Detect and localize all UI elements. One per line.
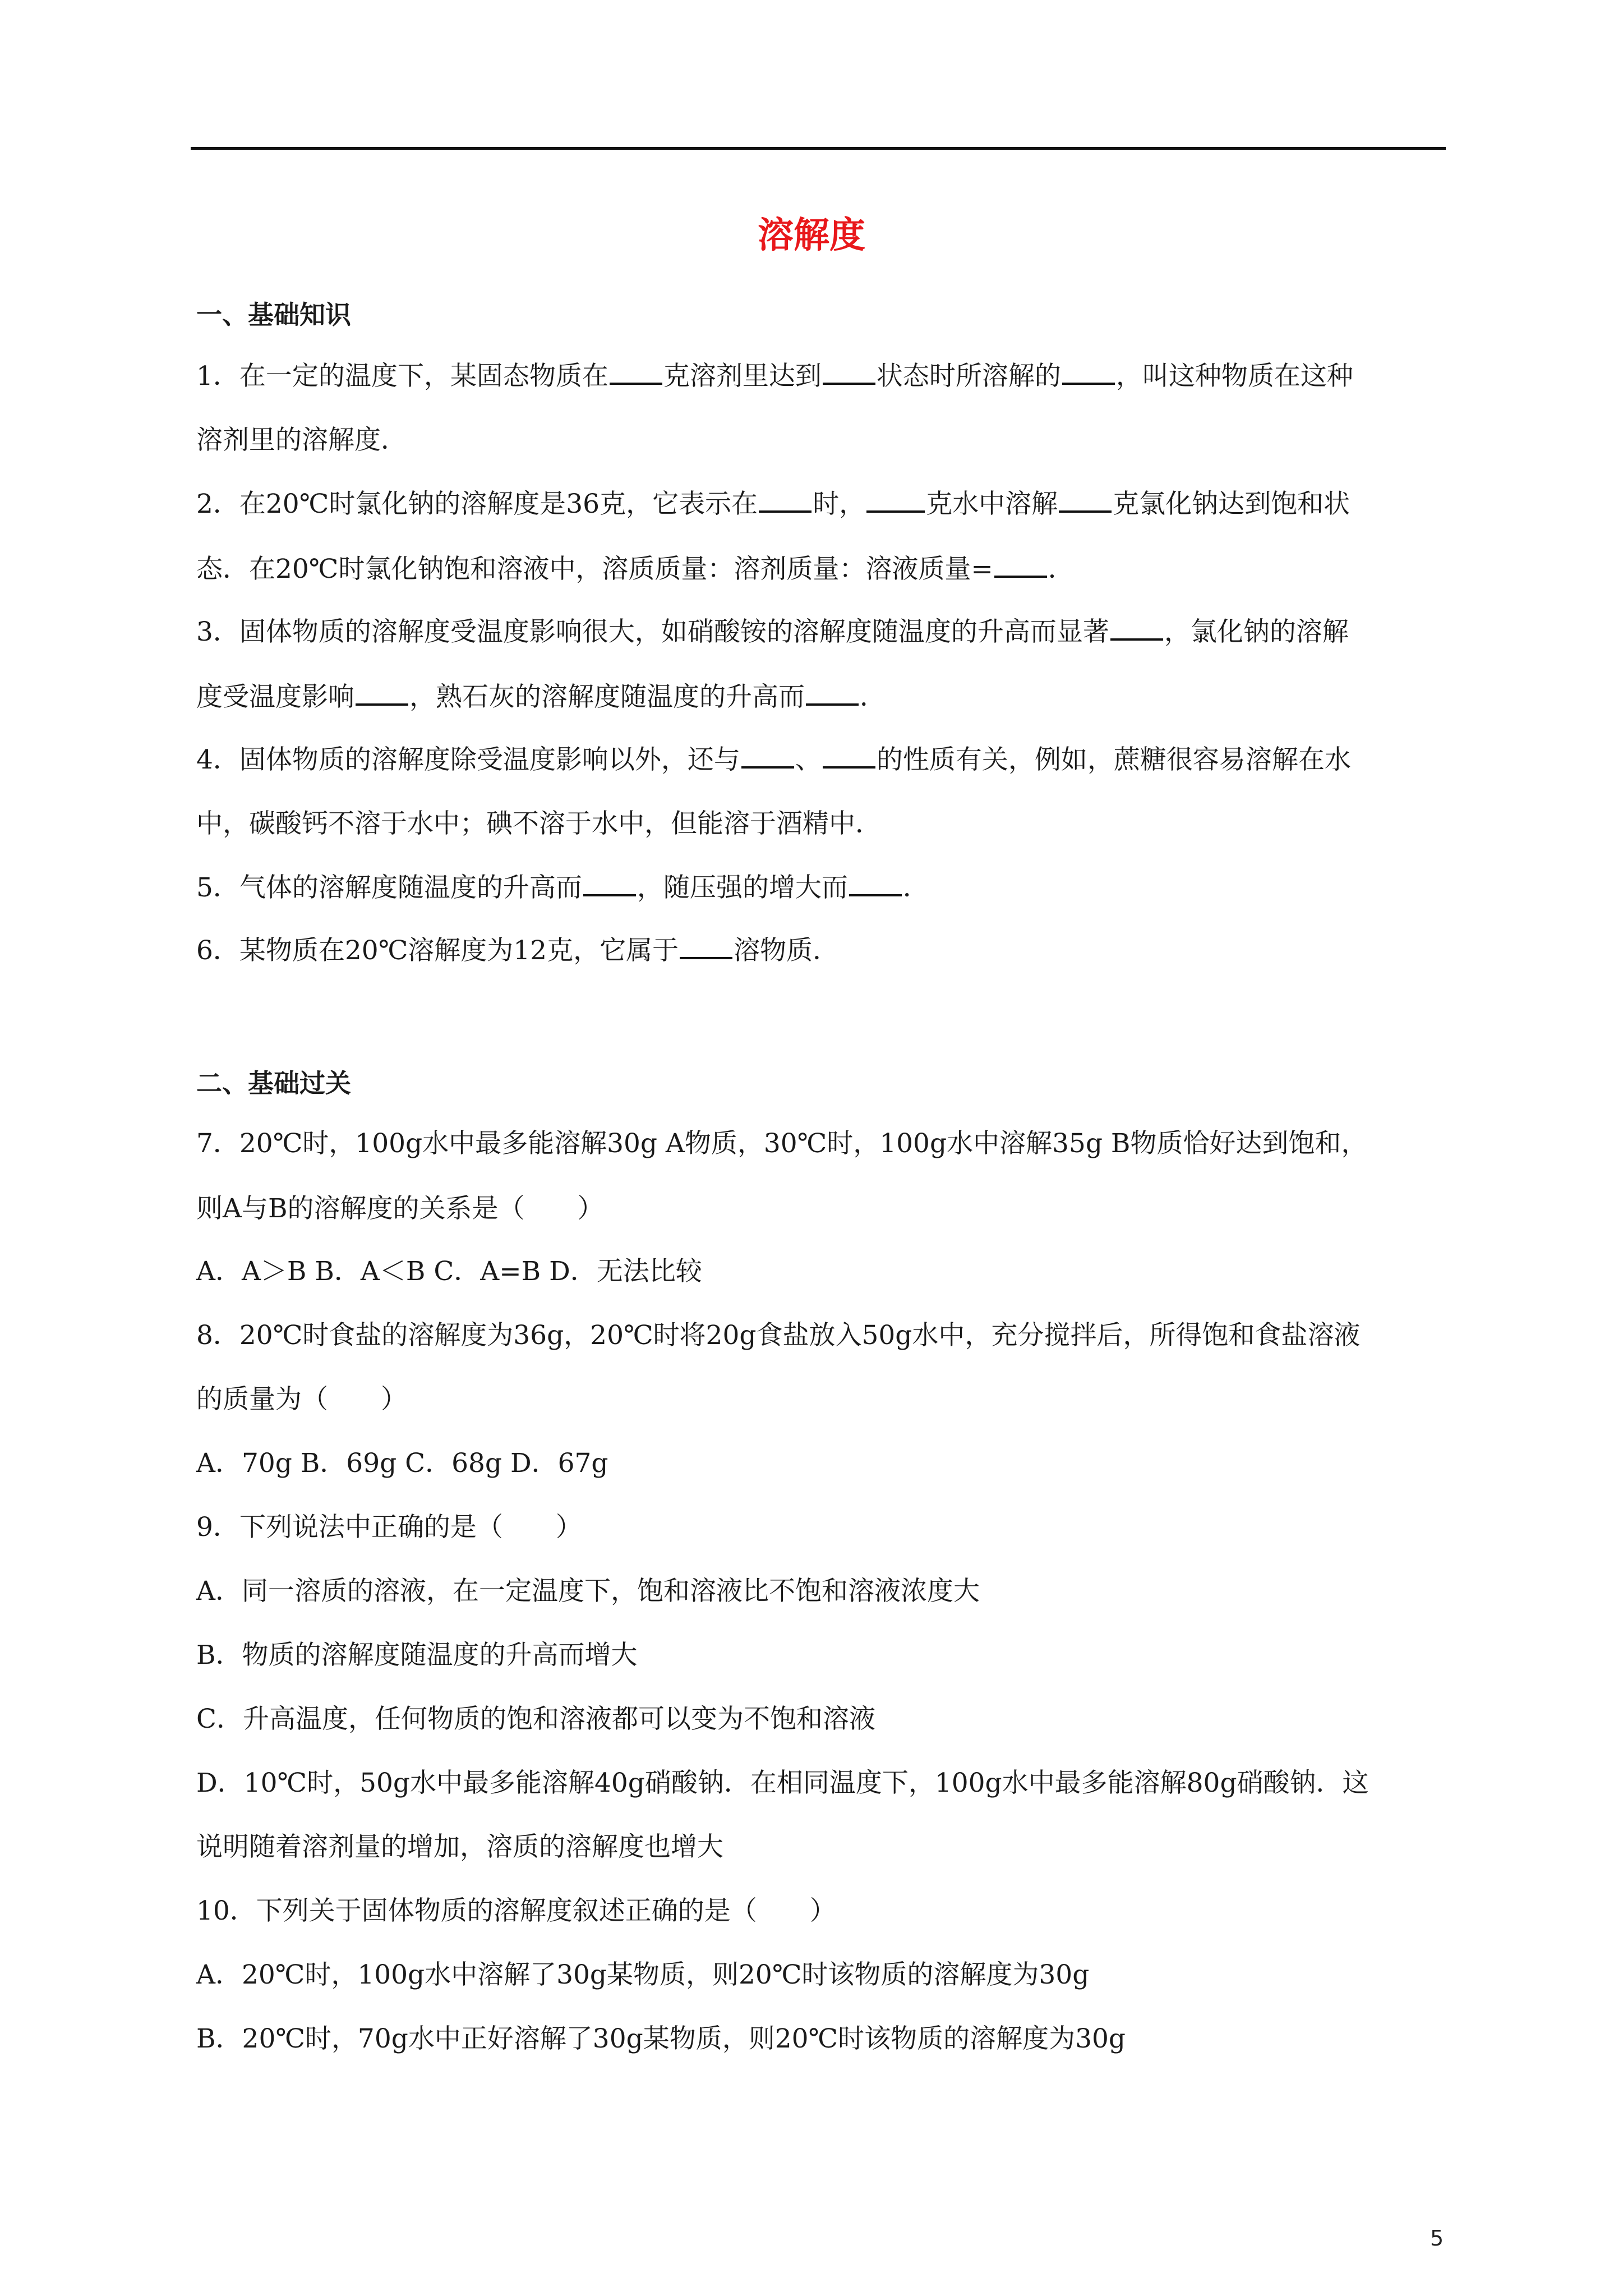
question-2-line-2: 态．在20℃时氯化钠饱和溶液中，溶质质量：溶剂质量：溶液质量= ． xyxy=(196,550,1447,588)
answer-blank[interactable] xyxy=(741,740,794,769)
page-number: 5 xyxy=(1430,2226,1444,2251)
question-10-stem: 10．下列关于固体物质的溶解度叙述正确的是（ ） xyxy=(196,1895,836,1926)
answer-blank[interactable] xyxy=(1110,613,1163,641)
question-9-option-d-line-2: 说明随着溶剂量的增加，溶质的溶解度也增大 xyxy=(196,1832,723,1862)
question-9-option-d-line-1: D．10℃时，50g水中最多能溶解40g硝酸钠．在相同温度下，100g水中最多能溶解80g硝酸钠．这 xyxy=(196,1768,1369,1798)
question-8-line-2: 的质量为（ ） xyxy=(196,1384,407,1415)
question-8-line-1: 8．20℃时食盐的溶解度为36g，20℃时将20g食盐放入50g水中，充分搅拌后，所得饱和食盐溶液 xyxy=(196,1320,1361,1351)
question-9-option-a: A．同一溶质的溶液，在一定温度下，饱和溶液比不饱和溶液浓度大 xyxy=(196,1576,980,1607)
question-9-option-b: B．物质的溶解度随温度的升高而增大 xyxy=(196,1640,638,1671)
section-heading-basic-knowledge: 一、基础知识 xyxy=(196,300,351,330)
answer-blank[interactable] xyxy=(610,357,662,385)
question-10-option-b: B．20℃时，70g水中正好溶解了30g某物质，则20℃时该物质的溶解度为30g xyxy=(196,2023,1126,2054)
answer-blank[interactable] xyxy=(823,740,875,769)
question-1-line-1: 1．在一定的温度下，某固态物质在 克溶剂里达到 状态时所溶解的 ，叫这种物质在这种 xyxy=(196,357,1447,395)
question-7-line-2: 则A与B的溶解度的关系是（ ） xyxy=(196,1193,604,1224)
answer-blank[interactable] xyxy=(849,868,902,896)
question-4-line-1: 4．固体物质的溶解度除受温度影响以外，还与 、 的性质有关，例如，蔗糖很容易溶解在水 xyxy=(196,740,1447,779)
question-8-options: A．70g B．69g C．68g D．67g xyxy=(196,1448,608,1479)
question-3-line-1: 3．固体物质的溶解度受温度影响很大，如硝酸铵的溶解度随温度的升高而显著 ，氯化钠的溶解 xyxy=(196,613,1447,651)
question-5: 5．气体的溶解度随温度的升高而 ，随压强的增大而 ． xyxy=(196,868,1447,907)
header-rule xyxy=(191,147,1446,150)
answer-blank[interactable] xyxy=(1059,485,1112,513)
question-9-stem: 9．下列说法中正确的是（ ） xyxy=(196,1512,582,1543)
question-1-line-2: 溶剂里的溶解度． xyxy=(196,425,407,455)
section-heading-basic-checkpoint: 二、基础过关 xyxy=(196,1068,351,1098)
page-title: 溶解度 xyxy=(758,214,865,256)
question-10-option-a: A．20℃时，100g水中溶解了30g某物质，则20℃时该物质的溶解度为30g xyxy=(196,1959,1090,1990)
answer-blank[interactable] xyxy=(680,931,732,959)
answer-blank[interactable] xyxy=(583,868,636,896)
answer-blank[interactable] xyxy=(806,678,859,706)
question-2-line-1: 2．在20℃时氯化钠的溶解度是36克，它表示在 时， 克水中溶解 克氯化钠达到饱和状 xyxy=(196,485,1447,523)
answer-blank[interactable] xyxy=(823,357,875,385)
answer-blank[interactable] xyxy=(994,550,1047,578)
answer-blank[interactable] xyxy=(866,485,925,513)
question-4-line-2: 中，碳酸钙不溶于水中；碘不溶于水中，但能溶于酒精中． xyxy=(196,808,882,839)
question-6: 6．某物质在20℃溶解度为12克，它属于 溶物质． xyxy=(196,931,1447,969)
answer-blank[interactable] xyxy=(1062,357,1115,385)
question-7-options: A．A＞B B．A＜B C．A=B D．无法比较 xyxy=(196,1256,702,1287)
question-7-line-1: 7．20℃时，100g水中最多能溶解30g A物质，30℃时，100g水中溶解35g B物质恰好达到饱和， xyxy=(196,1128,1368,1159)
answer-blank[interactable] xyxy=(356,678,408,706)
question-3-line-2: 度受温度影响 ，熟石灰的溶解度随温度的升高而 ． xyxy=(196,678,1447,716)
question-9-option-c: C．升高温度，任何物质的饱和溶液都可以变为不饱和溶液 xyxy=(196,1704,875,1734)
answer-blank[interactable] xyxy=(759,485,811,513)
